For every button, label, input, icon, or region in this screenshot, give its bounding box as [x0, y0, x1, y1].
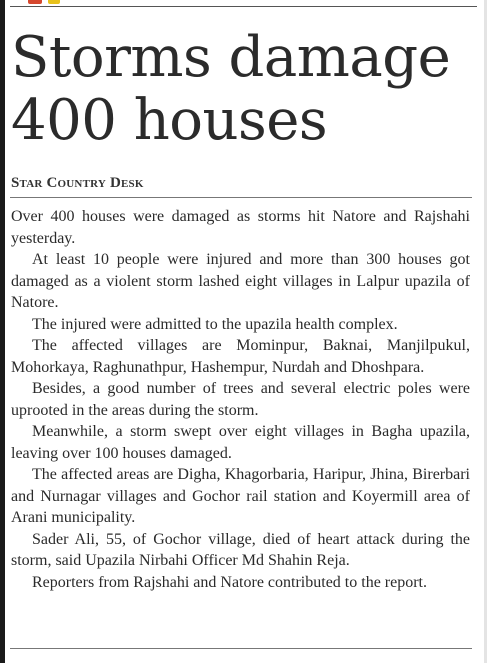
article-paragraph: Besides, a good number of trees and several electric poles were uprooted in the areas during the storm. [11, 380, 470, 419]
byline-divider [10, 197, 472, 198]
article-paragraph: Sader Ali, 55, of Gochor village, died of heart attack during the storm, said Upazila Nirbahi Officer Md Shahin Reja. [11, 530, 470, 569]
top-divider [10, 6, 477, 7]
yellow-mark [48, 0, 60, 4]
red-mark [28, 0, 42, 4]
bottom-divider [10, 648, 472, 649]
article-paragraph: Over 400 houses were damaged as storms hit Natore and Rajshahi yesterday. [11, 208, 470, 247]
article-byline: Star Country Desk [11, 175, 144, 191]
article-paragraph: The affected areas are Digha, Khagorbaria, Haripur, Jhina, Birerbari and Nurnagar villages and Gochor rail station and Koyermill area of Arani municipality. [11, 466, 470, 526]
article-paragraph: At least 10 people were injured and more than 300 houses got damaged as a violent storm lashed eight villages in Lalpur upazila of Natore. [11, 251, 470, 311]
article-headline: Storms damage 400 houses [11, 25, 451, 153]
article-body [11, 206, 470, 593]
article-paragraph: The affected villages are Mominpur, Baknai, Manjilpukul, Mohorkaya, Raghunathpur, Hashempur, Nurdah and Dhoshpara. [11, 337, 470, 376]
cropped-logo-marks [28, 0, 68, 4]
article-paragraph: Meanwhile, a storm swept over eight villages in Bagha upazila, leaving over 100 houses damaged. [11, 423, 470, 462]
article-paragraph: Reporters from Rajshahi and Natore contributed to the report. [32, 573, 427, 591]
article-paragraph: The injured were admitted to the upazila health complex. [32, 315, 398, 333]
page-edge-shadow [0, 0, 5, 663]
